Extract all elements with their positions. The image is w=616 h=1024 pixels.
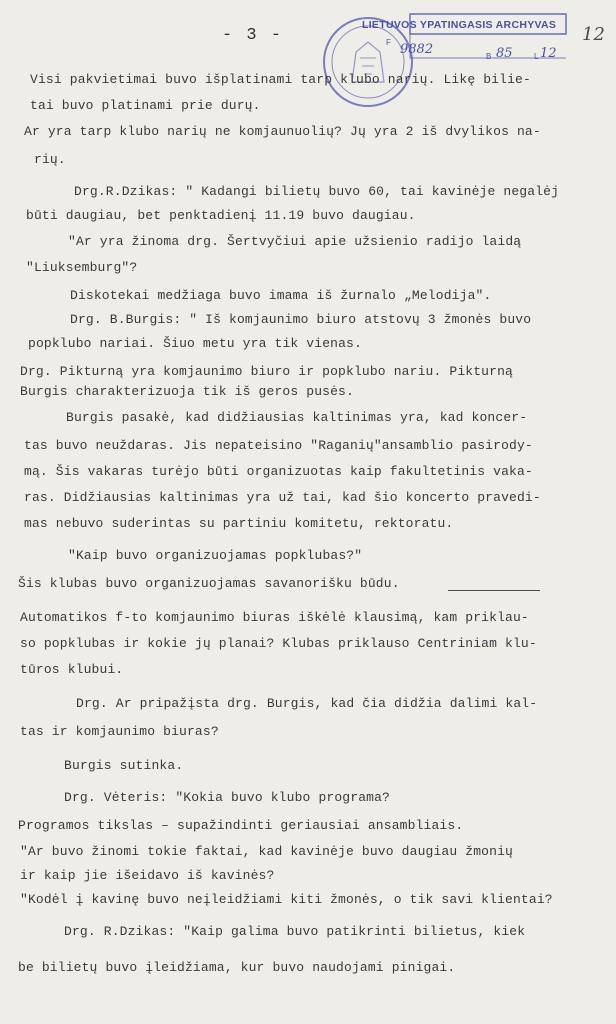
text-line: rių. xyxy=(34,152,66,167)
text-line: Drg. Vėteris: "Kokia buvo klubo programa? xyxy=(64,790,391,805)
stamp-lapas-label: L xyxy=(534,52,539,61)
text-line: tai buvo platinami prie durų. xyxy=(30,98,261,113)
text-line: Diskotekai medžiaga buvo imama iš žurnalo „Melodija". xyxy=(70,288,492,303)
text-line: Drg.R.Dzikas: " Kadangi bilietų buvo 60, tai kavinėje negalėj xyxy=(74,184,560,199)
text-line: Drg. R.Dzikas: "Kaip galima buvo patikrinti bilietus, kiek xyxy=(64,924,526,939)
text-line: Burgis pasakė, kad didžiausias kaltinimas yra, kad koncer- xyxy=(66,410,528,425)
text-line: "Ar yra žinoma drg. Šertvyčiui apie užsienio radijo laidą xyxy=(68,234,522,249)
stamp-fondas-label: F xyxy=(386,38,391,47)
text-line: so popklubas ir kokie jų planai? Klubas priklauso Centriniam klu- xyxy=(20,636,537,651)
text-line: tūros klubui. xyxy=(20,662,124,677)
archive-stamp xyxy=(322,12,570,108)
text-line: Ar yra tarp klubo narių ne komjaunuolių? Jų yra 2 iš dvylikos na- xyxy=(24,124,541,139)
stamp-lapas-number: 12 xyxy=(540,46,557,61)
text-line: mą. Šis vakaras turėjo būti organizuotas kaip fakultetinis vaka- xyxy=(24,464,533,479)
text-line: Burgis sutinka. xyxy=(64,758,184,773)
text-line: "Liuksemburg"? xyxy=(26,260,138,275)
underline-rule xyxy=(448,590,540,591)
text-line: mas nebuvo suderintas su partiniu komitetu, rektoratu. xyxy=(24,516,454,531)
text-line: Burgis charakterizuoja tik iš geros pusės. xyxy=(20,384,354,399)
text-line: būti daugiau, bet penktadienį 11.19 buvo daugiau. xyxy=(26,208,416,223)
stamp-byla-number: 85 xyxy=(496,46,513,61)
text-line: ras. Didžiausias kaltinimas yra už tai, kad šio koncerto pravedi- xyxy=(24,490,541,505)
stamp-fondas-number: 9882 xyxy=(400,42,434,57)
text-line: tas buvo neuždaras. Jis nepateisino "Raganių"ansamblio pasirody- xyxy=(24,438,533,453)
text-line: Šis klubas buvo organizuojamas savanorišku būdu. xyxy=(18,576,400,591)
page-number: - 3 - xyxy=(222,26,284,45)
stamp-byla-label: B xyxy=(486,52,492,61)
text-line: Drg. Pikturną yra komjaunimo biuro ir popklubo nariu. Pikturną xyxy=(20,364,513,379)
text-line: Drg. B.Burgis: " Iš komjaunimo biuro atstovų 3 žmonės buvo xyxy=(70,312,532,327)
text-line: ir kaip jie išeidavo iš kavinės? xyxy=(20,868,275,883)
text-line: "Kaip buvo organizuojamas popklubas?" xyxy=(68,548,363,563)
text-line: Drg. Ar pripažįsta drg. Burgis, kad čia didžia dalimi kal- xyxy=(76,696,538,711)
text-line: be bilietų buvo įleidžiama, kur buvo naudojami pinigai. xyxy=(18,960,456,975)
text-line: popklubo nariai. Šiuo metu yra tik vienas. xyxy=(28,336,362,351)
text-line: Automatikos f-to komjaunimo biuras iškėlė klausimą, kam priklau- xyxy=(20,610,529,625)
text-line: tas ir komjaunimo biuras? xyxy=(20,724,219,739)
stamp-archive-name: LIETUVOS YPATINGASIS ARCHYVAS xyxy=(362,19,557,31)
text-line: Programos tikslas – supažindinti geriausiai ansambliais. xyxy=(18,818,464,833)
handwritten-folio-number: 12 xyxy=(582,24,605,45)
text-line: "Kodėl į kavinę buvo neįleidžiami kiti žmonės, o tik savi klientai? xyxy=(20,892,553,907)
text-line: "Ar buvo žinomi tokie faktai, kad kavinėje buvo daugiau žmonių xyxy=(20,844,513,859)
text-line: Visi pakvietimai buvo išplatinami tarp klubo narių. Likę bilie- xyxy=(30,72,531,87)
